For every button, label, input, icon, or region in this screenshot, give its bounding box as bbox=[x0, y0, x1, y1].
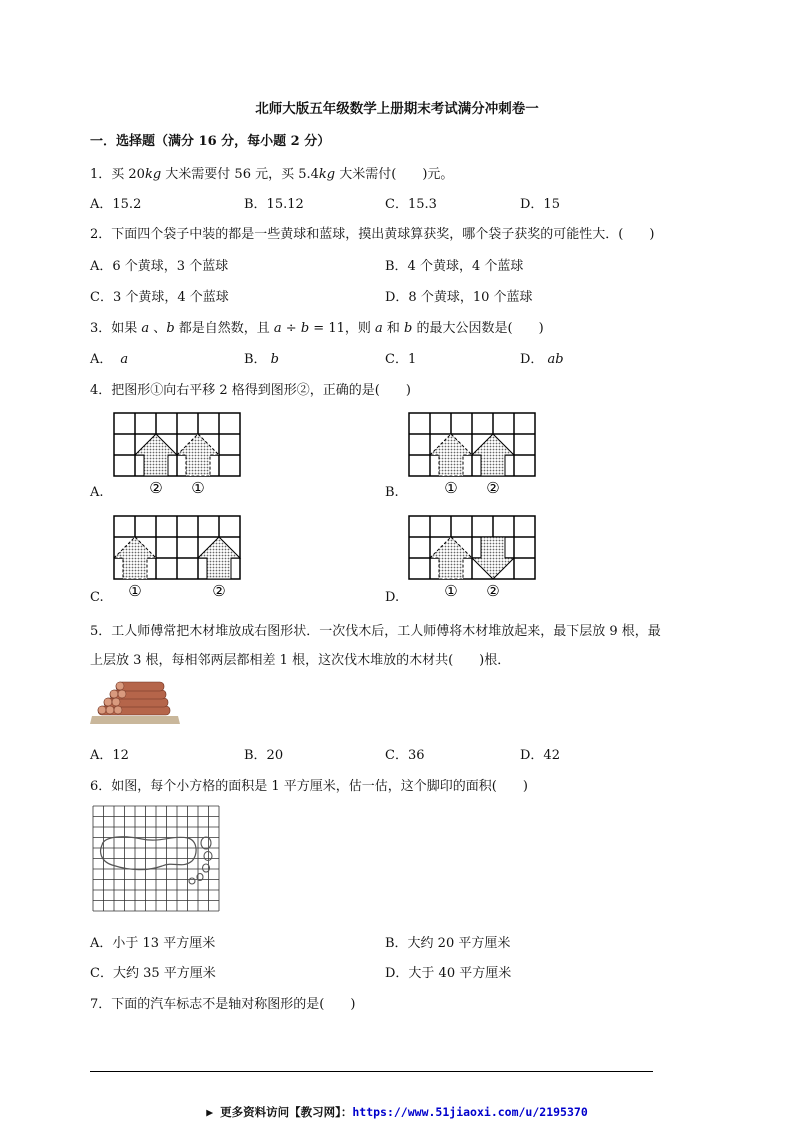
q4-figure-b[interactable] bbox=[405, 409, 540, 499]
circle-one-label: ① bbox=[444, 582, 458, 600]
q3-var-a2: a bbox=[375, 321, 383, 336]
circle-two-label: ② bbox=[212, 582, 226, 600]
q3-var-b2: b bbox=[404, 321, 413, 336]
q3-t6: 的最大公因数是( ) bbox=[412, 321, 544, 336]
q1-option-a[interactable]: A．15.2 bbox=[90, 197, 142, 212]
q3-option-a[interactable] bbox=[90, 348, 128, 367]
q6-option-b[interactable]: B．大约 20 平方厘米 bbox=[385, 936, 511, 951]
q3-option-a-var: a bbox=[120, 352, 129, 367]
q2-option-b[interactable]: B．4 个黄球，4 个蓝球 bbox=[385, 259, 524, 274]
q2-option-c[interactable]: C．3 个黄球，4 个蓝球 bbox=[90, 290, 229, 305]
q3-eq-a: a bbox=[273, 321, 282, 336]
question-6: 6．如图，每个小方格的面积是 1 平方厘米，估一估，这个脚印的面积( ) bbox=[90, 779, 528, 794]
q5-option-d[interactable]: D．42 bbox=[520, 748, 560, 763]
q3-eq-b: b bbox=[300, 321, 310, 336]
circle-two-label: ② bbox=[486, 582, 500, 600]
q3-option-c[interactable]: C．1 bbox=[385, 352, 417, 367]
q3-option-d[interactable] bbox=[520, 348, 564, 367]
q5-option-a[interactable]: A．12 bbox=[90, 748, 129, 763]
q5-option-c[interactable]: C．36 bbox=[385, 748, 425, 763]
footer bbox=[0, 1104, 794, 1120]
q3-t2: 、 bbox=[149, 321, 167, 336]
circle-one-label: ① bbox=[444, 479, 458, 497]
section-heading: 一．选择题（满分 16 分，每小题 2 分） bbox=[90, 134, 331, 149]
circle-two-label: ② bbox=[486, 479, 500, 497]
q3-option-a-label: A． bbox=[90, 352, 113, 367]
q3-eq-rest: = 11 bbox=[309, 321, 345, 336]
q2-option-d[interactable]: D．8 个黄球，10 个蓝球 bbox=[385, 290, 533, 305]
q3-t3: 都是自然数，且 bbox=[174, 321, 274, 336]
footer-divider bbox=[90, 1071, 653, 1072]
q3-t5: 和 bbox=[382, 321, 405, 336]
page-title: 北师大版五年级数学上册期末考试满分冲刺卷一 bbox=[255, 101, 539, 117]
circle-two-label: ② bbox=[149, 479, 163, 497]
q4-figure-d[interactable] bbox=[405, 512, 540, 602]
q3-option-d-label: D． bbox=[520, 352, 544, 367]
q1-option-c[interactable]: C．15.3 bbox=[385, 197, 437, 212]
footer-link[interactable]: https://www.51jiaoxi.com/u/2195370 bbox=[352, 1105, 588, 1119]
q4-option-c-label[interactable]: C. bbox=[90, 590, 104, 605]
circle-one-label: ① bbox=[128, 582, 142, 600]
q6-option-d[interactable]: D．大于 40 平方厘米 bbox=[385, 966, 512, 981]
q6-option-c[interactable]: C．大约 35 平方厘米 bbox=[90, 966, 216, 981]
q3-var-a: a bbox=[141, 321, 150, 336]
q4-figure-a[interactable] bbox=[110, 409, 245, 499]
question-5-line-2: 上层放 3 根，每相邻两层都相差 1 根，这次伐木堆放的木材共( )根． bbox=[90, 653, 511, 668]
question-1 bbox=[90, 163, 453, 182]
q3-option-b[interactable] bbox=[244, 348, 279, 367]
q3-var-b: b bbox=[166, 321, 175, 336]
q1-option-d[interactable]: D．15 bbox=[520, 197, 560, 212]
q3-t4: ，则 bbox=[344, 321, 376, 336]
q4-option-b-label[interactable]: B. bbox=[385, 485, 399, 500]
question-5-line-1: 5．工人师傅常把木材堆放成右图形状．一次伐木后，工人师傅将木材堆放起来，最下层放 9 根，最 bbox=[90, 624, 661, 639]
footprint-grid bbox=[90, 803, 220, 918]
q4-option-a-label[interactable]: A. bbox=[90, 485, 104, 500]
q3-t1: 3．如果 bbox=[90, 321, 142, 336]
q1-unit-2: kg bbox=[318, 167, 336, 182]
q4-figure-c[interactable] bbox=[110, 512, 245, 602]
log-pile-image bbox=[90, 676, 180, 726]
footer-prefix: ▶ 更多资料访问【教习网】： bbox=[206, 1105, 353, 1119]
q1-option-b[interactable]: B．15.12 bbox=[244, 197, 304, 212]
q2-option-a[interactable]: A．6 个黄球，3 个蓝球 bbox=[90, 259, 229, 274]
question-4: 4．把图形①向右平移 2 格得到图形②，正确的是( ) bbox=[90, 383, 411, 398]
q4-option-d-label[interactable]: D. bbox=[385, 590, 400, 605]
q1-unit-1: kg bbox=[144, 167, 162, 182]
question-3 bbox=[90, 317, 544, 336]
q1-text-pre: 1．买 20 bbox=[90, 167, 145, 182]
q5-option-b[interactable]: B．20 bbox=[244, 748, 284, 763]
q3-option-d-var: ab bbox=[547, 352, 564, 367]
q3-option-b-var: b bbox=[270, 352, 279, 367]
question-7: 7．下面的汽车标志不是轴对称图形的是( ) bbox=[90, 997, 356, 1012]
circle-one-label: ① bbox=[191, 479, 205, 497]
question-2: 2．下面四个袋子中装的都是一些黄球和蓝球，摸出黄球算获奖，哪个袋子获奖的可能性大．( ) bbox=[90, 227, 655, 242]
q6-option-a[interactable]: A．小于 13 平方厘米 bbox=[90, 936, 216, 951]
q3-option-b-label: B． bbox=[244, 352, 267, 367]
q1-text-mid: 大米需要付 56 元，买 5.4 bbox=[161, 167, 319, 182]
q1-text-post: 大米需付( )元。 bbox=[335, 167, 454, 182]
q3-eq-op: ÷ bbox=[281, 321, 301, 336]
